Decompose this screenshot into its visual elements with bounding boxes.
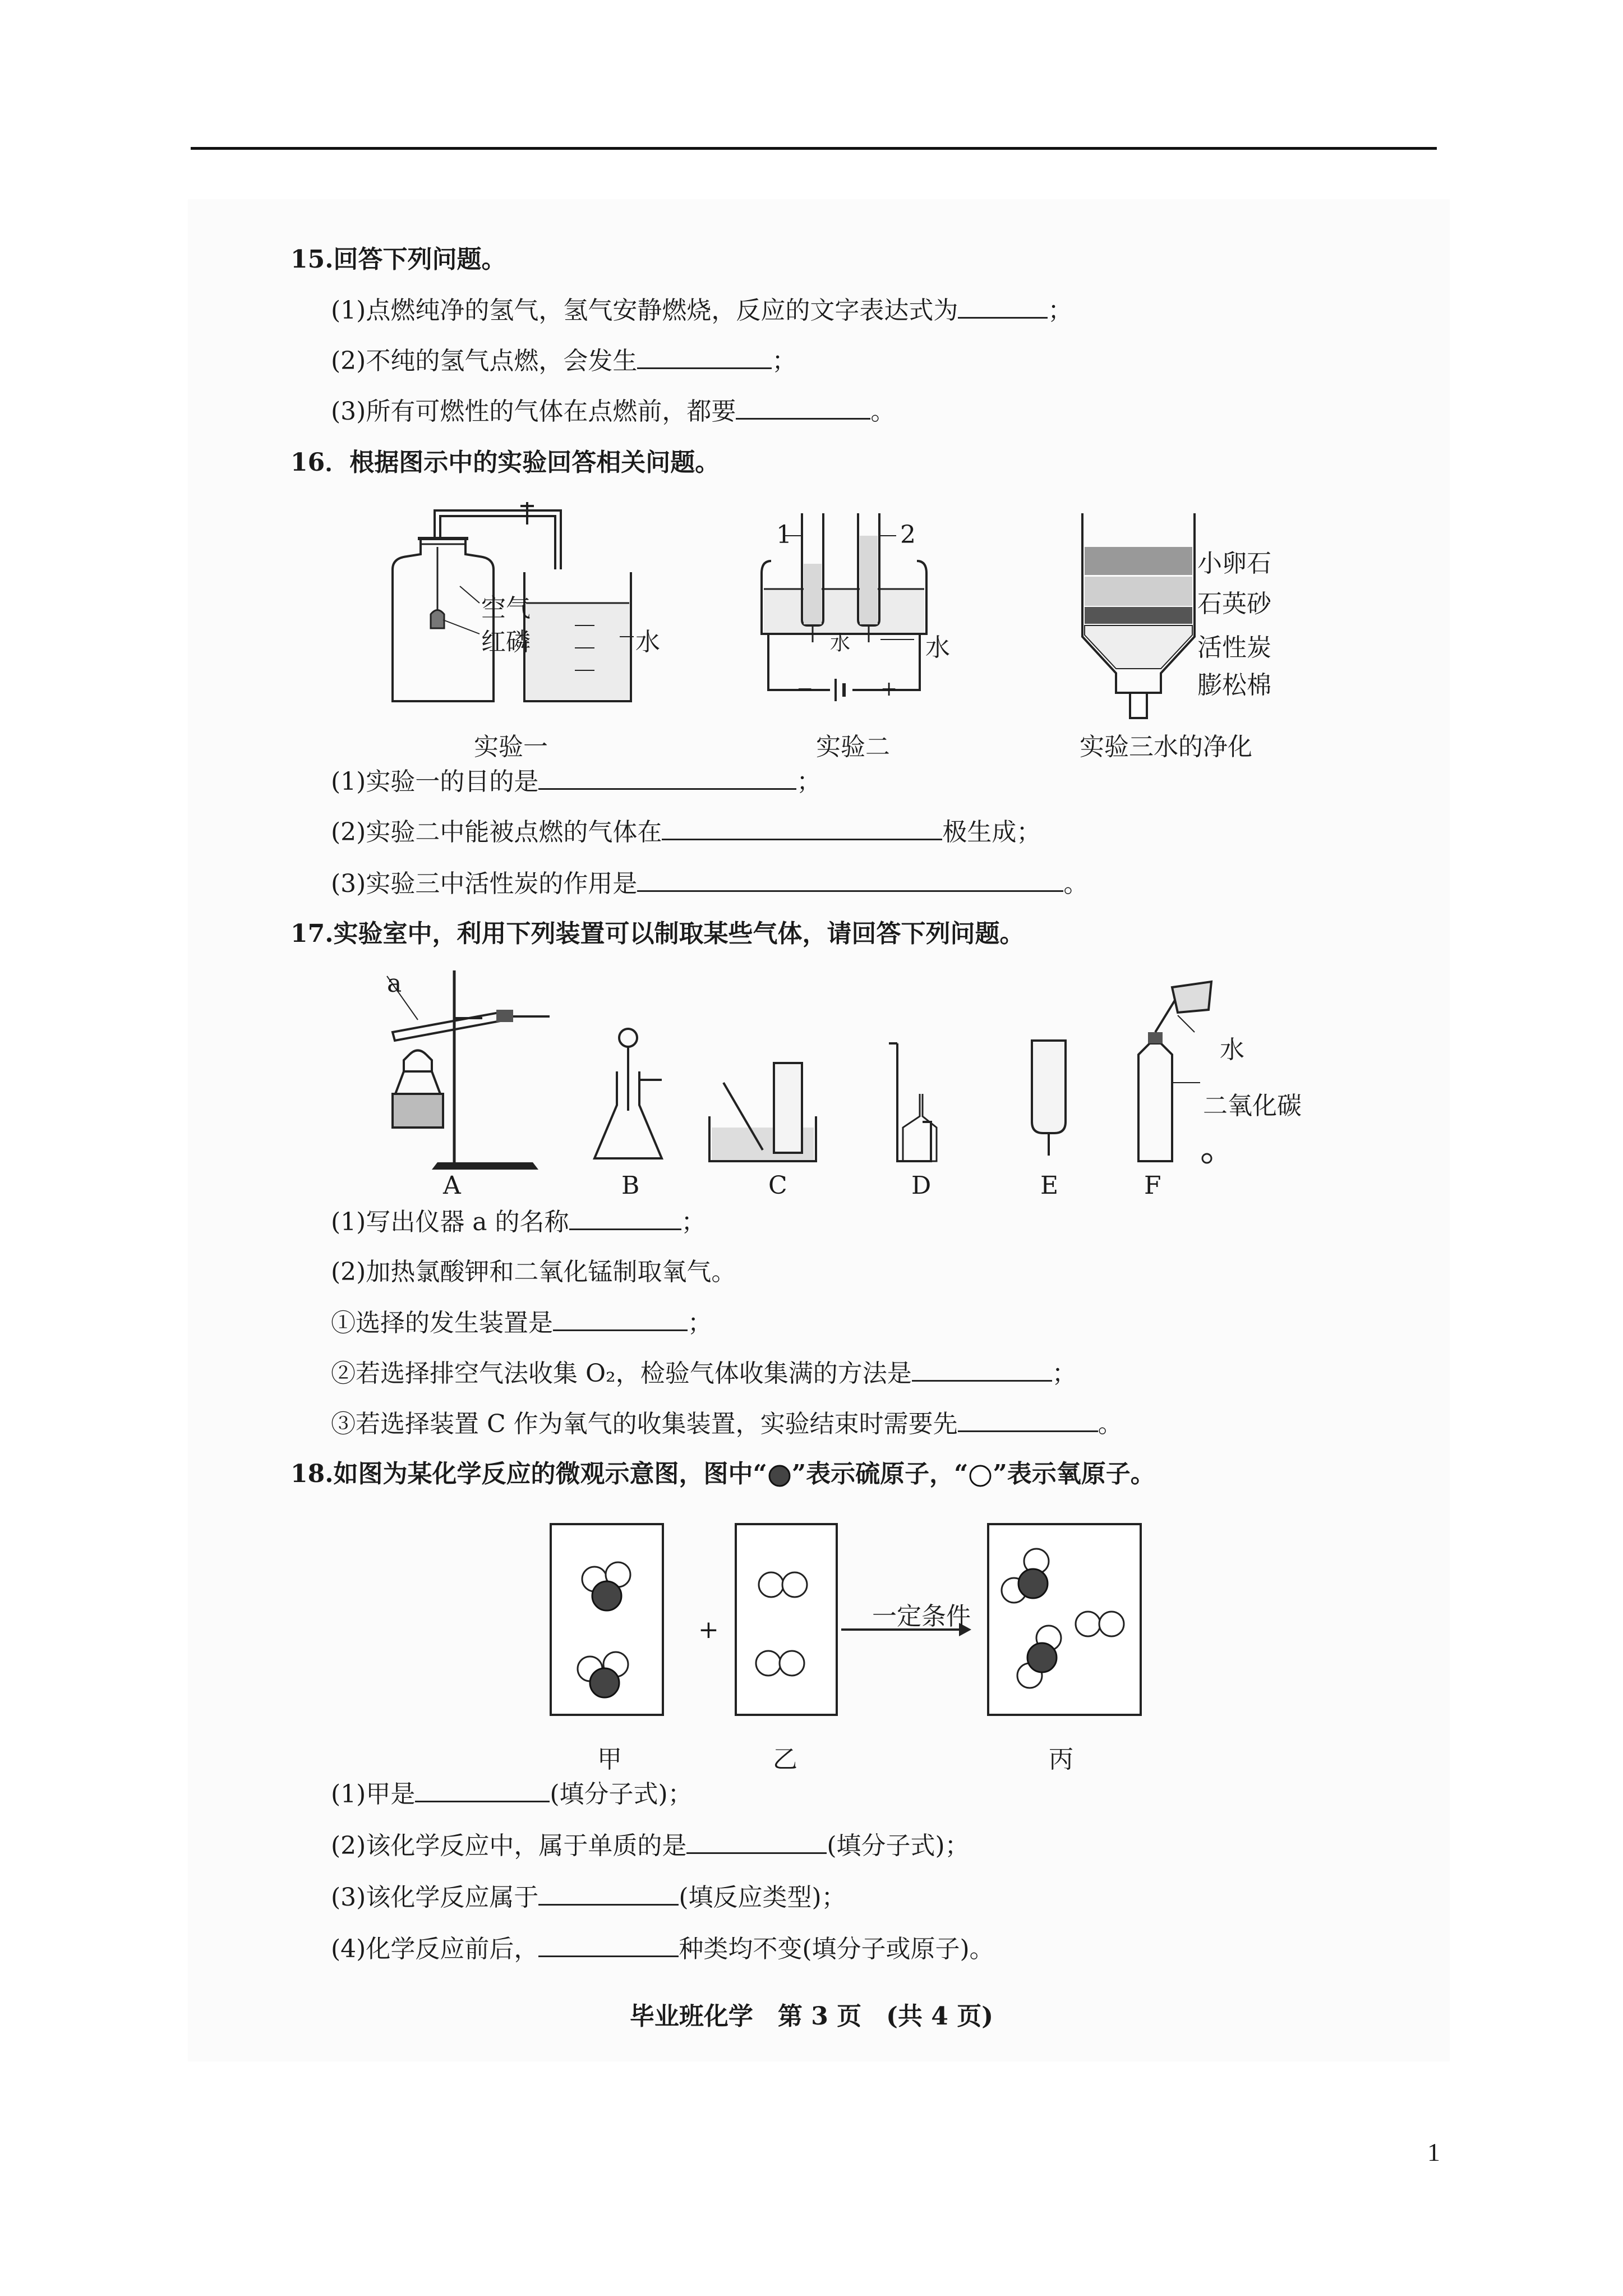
q18-item1: (1)甲是 (填分子式)； <box>331 1778 693 1810</box>
page-footer: 毕业班化学 第 3 页 (共 4 页) <box>629 2002 994 2031</box>
header-rule <box>191 147 1437 150</box>
label-apparatus-d: D <box>911 1171 932 1200</box>
q15-item3: (3)所有可燃性的气体在点燃前，都要 。 <box>331 395 895 427</box>
label-water-inner: 水 <box>830 632 851 655</box>
q15-item1: (1)点燃纯净的氢气，氢气安静燃烧，反应的文字表达式为 ； <box>331 295 1072 326</box>
label-tube-2: 2 <box>900 521 916 549</box>
label-water-outer: 水 <box>925 633 950 662</box>
q17-item2: (2)加热氯酸钾和二氧化锰制取氧气。 <box>331 1258 736 1286</box>
q18-title: 18.如图为某化学反应的微观示意图，图中“ ”表示硫原子，“ ”表示氧原子。 <box>291 1460 1155 1488</box>
answer-blank[interactable] <box>637 345 772 369</box>
label-jia: 甲 <box>597 1745 622 1774</box>
label-f-water: 水 <box>1220 1036 1244 1064</box>
label-quartz-sand: 石英砂 <box>1197 590 1271 618</box>
caption-experiment-3: 实验三水的净化 <box>1080 733 1252 761</box>
answer-blank[interactable] <box>415 1778 550 1802</box>
label-apparatus-f: F <box>1144 1171 1161 1200</box>
answer-blank[interactable] <box>538 766 796 790</box>
label-positive: + <box>880 678 898 701</box>
answer-blank[interactable] <box>538 1881 679 1906</box>
plus-sign: + <box>698 1616 719 1644</box>
label-air: 空气 <box>481 594 531 623</box>
label-instrument-a: a <box>387 969 402 998</box>
label-apparatus-e: E <box>1040 1171 1059 1200</box>
caption-experiment-1: 实验一 <box>474 733 548 761</box>
q17-item1: (1)写出仪器 a 的名称 ； <box>331 1206 706 1238</box>
sulfur-atom-icon <box>767 1464 792 1488</box>
caption-experiment-2: 实验二 <box>816 733 890 761</box>
label-tube-1: 1 <box>776 521 792 549</box>
q16-item1: (1)实验一的目的是 ； <box>331 766 821 798</box>
q17-item2b: ②若选择排空气法收集 O₂，检验气体收集满的方法是 ； <box>331 1358 1077 1389</box>
q17-title: 17.实验室中，利用下列装置可以制取某些气体，请回答下列问题。 <box>291 919 1025 948</box>
label-apparatus-c: C <box>768 1171 787 1200</box>
reaction-diagram <box>550 1523 1144 1719</box>
answer-blank[interactable] <box>912 1358 1052 1382</box>
label-pebbles: 小卵石 <box>1197 549 1271 578</box>
answer-blank[interactable] <box>553 1307 688 1331</box>
label-bing: 丙 <box>1049 1745 1073 1774</box>
q18-item3: (3)该化学反应属于 (填反应类型)； <box>331 1881 846 1913</box>
q16-item3: (3)实验三中活性炭的作用是 。 <box>331 868 1088 900</box>
q18-item2: (2)该化学反应中，属于单质的是 (填分子式)； <box>331 1830 970 1862</box>
label-activated-carbon: 活性炭 <box>1197 633 1271 662</box>
answer-blank[interactable] <box>736 395 870 420</box>
label-water: 水 <box>635 628 660 656</box>
experiment-3-figure <box>1077 510 1200 724</box>
label-negative: − <box>796 678 814 701</box>
label-apparatus-b: B <box>621 1171 640 1200</box>
label-cotton: 膨松棉 <box>1197 671 1271 700</box>
q16-item2: (2)实验二中能被点燃的气体在 极生成； <box>331 816 1041 848</box>
q17-item2c: ③若选择装置 C 作为氧气的收集装置，实验结束时需要先 。 <box>331 1408 1123 1440</box>
label-yi: 乙 <box>773 1745 797 1774</box>
reaction-condition: 一定条件 <box>872 1602 971 1631</box>
label-f-co2: 二氧化碳 <box>1203 1092 1302 1120</box>
answer-blank[interactable] <box>538 1933 679 1957</box>
answer-blank[interactable] <box>569 1206 681 1230</box>
answer-blank[interactable] <box>662 816 942 840</box>
answer-blank[interactable] <box>958 295 1048 319</box>
q15-item2: (2)不纯的氢气点燃，会发生 ； <box>331 345 796 377</box>
page-number: 1 <box>1427 2138 1440 2166</box>
q16-title: 16．根据图示中的实验回答相关问题。 <box>291 448 720 477</box>
oxygen-atom-icon <box>968 1464 993 1488</box>
answer-blank[interactable] <box>958 1408 1098 1432</box>
q15-title: 15.回答下列问题。 <box>291 245 506 274</box>
label-red-phosphorus: 红磷 <box>481 628 531 656</box>
answer-blank[interactable] <box>637 868 1063 892</box>
q17-item2a: ①选择的发生装置是 ； <box>331 1307 712 1339</box>
answer-blank[interactable] <box>686 1830 827 1854</box>
apparatus-figure <box>370 965 1357 1178</box>
label-apparatus-a: A <box>443 1171 461 1200</box>
q18-item4: (4)化学反应前后， 种类均不变(填分子或原子)。 <box>331 1933 994 1965</box>
